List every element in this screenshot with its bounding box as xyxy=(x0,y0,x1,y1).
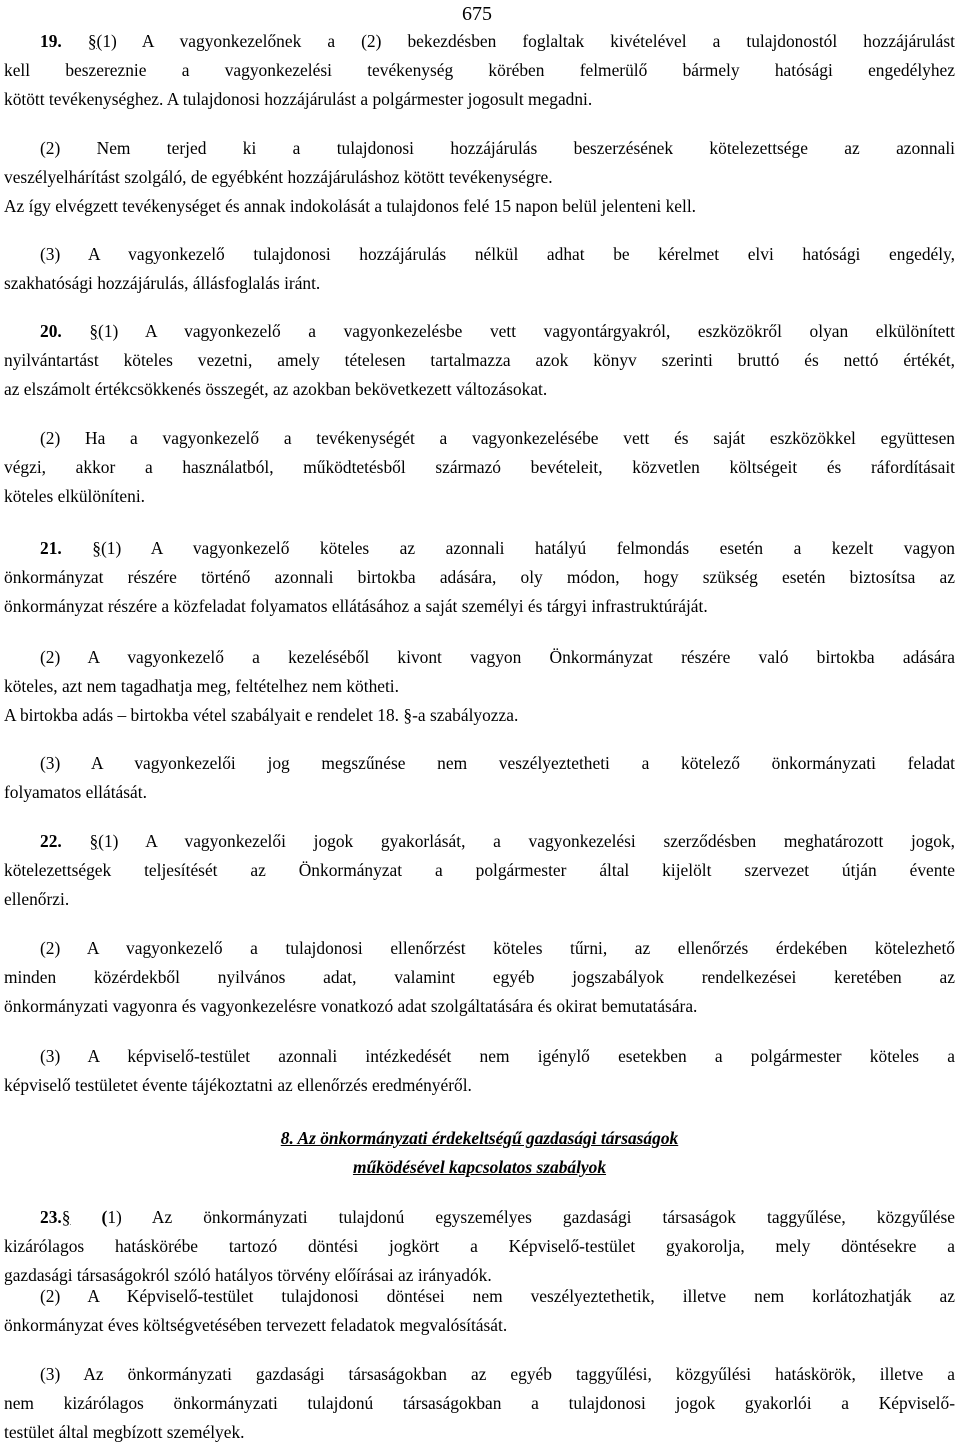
text-line: (2) Nem terjed ki a tulajdonosi hozzájárulás beszerzésének kötelezettsége az azonnali xyxy=(40,138,955,158)
text-line: minden közérdekből nyilvános adat, valamint egyéb jogszabályok rendelkezései keretében az xyxy=(4,967,955,987)
text-line: (1) A vagyonkezelő a vagyonkezelésbe vett vagyontárgyakról, eszközökről olyan elkülönített xyxy=(98,321,955,341)
section-22-paragraph-1 xyxy=(4,827,955,914)
text-line: nyilvántartást köteles vezetni, amely tételesen tartalmazza azok könyv szerinti bruttó és nettó értékét, xyxy=(4,350,955,370)
text-line: ellenőrzi. xyxy=(4,889,70,909)
chapter-title-line-1: 8. Az önkormányzati érdekeltségű gazdasági társaságok xyxy=(280,1128,679,1148)
section-sign: § xyxy=(92,538,101,558)
text-line: önkormányzat részére a közfeladat folyamatos ellátásához a saját személyi és tárgyi infrastruktúráját. xyxy=(4,596,708,616)
section-20-paragraph-1 xyxy=(4,317,955,404)
section-sign: § xyxy=(61,1207,71,1227)
text-fragment: A birtokba adás – birtokba vétel szabályait e rendelet 18. xyxy=(4,705,400,725)
section-sign: § xyxy=(87,31,97,51)
text-line: (3) Az önkormányzati gazdasági társaságokban az egyéb taggyűlési, közgyűlési hatáskörök, illetve a xyxy=(40,1364,955,1384)
text-line: képviselő testületet évente tájékoztatni az ellenőrzés eredményéről. xyxy=(4,1075,472,1095)
paren-open: ( xyxy=(101,1207,108,1227)
text-line: folyamatos ellátását. xyxy=(4,782,147,802)
text-line: (1) A vagyonkezelő köteles az azonnali hatályú felmondás esetén a kezelt vagyon xyxy=(100,538,955,558)
text-line: nem kizárólagos önkormányzati tulajdonú társaságokban a tulajdonosi jogok gyakorlói a Képviselő- xyxy=(4,1393,955,1413)
text-line: végzi, akkor a használatból, működtetésből származó bevételeit, közvetlen költségeit és ráfordításait xyxy=(4,457,955,477)
chapter-title-line-2: működésével kapcsolatos szabályok xyxy=(352,1157,607,1177)
text-line: (1) A vagyonkezelőnek a (2) bekezdésben foglaltak kivételével a tulajdonostól hozzájárulást xyxy=(96,31,955,51)
text-fragment: -a szabályozza. xyxy=(412,705,519,725)
text-line: Az így elvégzett tevékenységet és annak indokolását a tulajdonos felé 15 napon belül jelenteni kell. xyxy=(4,196,697,216)
text-line: (3) A vagyonkezelői jog megszűnése nem veszélyeztetheti a kötelező önkormányzati feladat xyxy=(40,753,955,773)
text-line: köteles, azt nem tagadhatja meg, feltételhez nem kötheti. xyxy=(4,676,399,696)
section-sign: § xyxy=(403,705,413,725)
section-number: 23. xyxy=(40,1207,62,1227)
text-line: (1) A vagyonkezelői jogok gyakorlását, a vagyonkezelési szerződésben meghatározott jogok, xyxy=(98,831,955,851)
section-19-paragraph-1 xyxy=(4,27,955,114)
text-line: kötött tevékenységhez. A tulajdonosi hozzájárulást a polgármester jogosult megadni. xyxy=(4,89,593,109)
section-19-paragraph-2 xyxy=(4,134,955,221)
section-20-paragraph-2 xyxy=(4,424,955,511)
text-line: (2) A vagyonkezelő a tulajdonosi ellenőrzést köteles tűrni, az ellenőrzés érdekében kötelezhető xyxy=(40,938,955,958)
text-line: (3) A vagyonkezelő tulajdonosi hozzájárulás nélkül adhat be kérelmet elvi hatósági engedély, xyxy=(40,244,955,264)
section-number: 21. xyxy=(40,538,62,558)
section-number: 19. xyxy=(40,31,62,51)
section-22-paragraph-3 xyxy=(4,1042,955,1100)
text-line: szakhatósági hozzájárulás, állásfoglalás iránt. xyxy=(4,273,321,293)
text-line: veszélyelhárítást szolgáló, de egyébként hozzájáruláshoz kötött tevékenységre. xyxy=(4,167,553,187)
text-line: önkormányzat részére történő azonnali birtokba adására, oly módon, hogy szükség esetén biztosítsa az xyxy=(4,567,955,587)
text-line: önkormányzat éves költségvetésében tervezett feladatok megvalósítását. xyxy=(4,1315,508,1335)
text-line: gazdasági társaságokról szóló hatályos törvény előírásai az irányadók. xyxy=(4,1265,492,1285)
text-line: köteles elkülöníteni. xyxy=(4,486,146,506)
text-line: kötelezettségek teljesítését az Önkormányzat a polgármester által kijelölt szervezet útján évente xyxy=(4,860,955,880)
section-sign: § xyxy=(89,831,99,851)
section-number: 22. xyxy=(40,831,62,851)
text-line: 1) Az önkormányzati tulajdonú egyszemélyes gazdasági társaságok taggyűlése, közgyűlése xyxy=(107,1207,955,1227)
text-line: önkormányzati vagyonra és vagyonkezelésre vonatkozó adat szolgáltatására és okirat bemutatására. xyxy=(4,996,698,1016)
text-line: az elszámolt értékcsökkenés összegét, az azokban bekövetkezett változásokat. xyxy=(4,379,548,399)
section-23-paragraph-1 xyxy=(4,1203,955,1290)
section-number: 20. xyxy=(40,321,62,341)
section-22-paragraph-2 xyxy=(4,934,955,1021)
chapter-heading xyxy=(4,1124,955,1182)
text-line: kizárólagos hatáskörébe tartozó döntési jogkört a Képviselő-testület gyakorolja, mely döntésekre a xyxy=(4,1236,955,1256)
text-line: (2) A vagyonkezelő a kezeléséből kivont vagyon Önkormányzat részére való birtokba adására xyxy=(40,647,955,667)
text-line: (2) A Képviselő-testület tulajdonosi döntései nem veszélyeztethetik, illetve nem korlátozhatják az xyxy=(40,1286,955,1306)
text-line: (2) Ha a vagyonkezelő a tevékenységét a vagyonkezelésébe vett és saját eszközökkel együttesen xyxy=(40,428,955,448)
page-number: 675 xyxy=(462,3,492,25)
text-line: (3) A képviselő-testület azonnali intézkedését nem igénylő esetekben a polgármester köteles a xyxy=(40,1046,955,1066)
section-21-paragraph-1 xyxy=(4,534,955,621)
text-line: testület által megbízott személyek. xyxy=(4,1422,245,1442)
section-21-paragraph-3 xyxy=(4,749,955,807)
section-21-paragraph-2 xyxy=(4,643,955,730)
text-line: kell beszereznie a vagyonkezelési tevékenység körében felmerülő bármely hatósági engedélyhez xyxy=(4,60,955,80)
section-19-paragraph-3 xyxy=(4,240,955,298)
section-sign: § xyxy=(89,321,99,341)
section-23-paragraph-2 xyxy=(4,1282,955,1340)
section-23-paragraph-3 xyxy=(4,1360,955,1447)
